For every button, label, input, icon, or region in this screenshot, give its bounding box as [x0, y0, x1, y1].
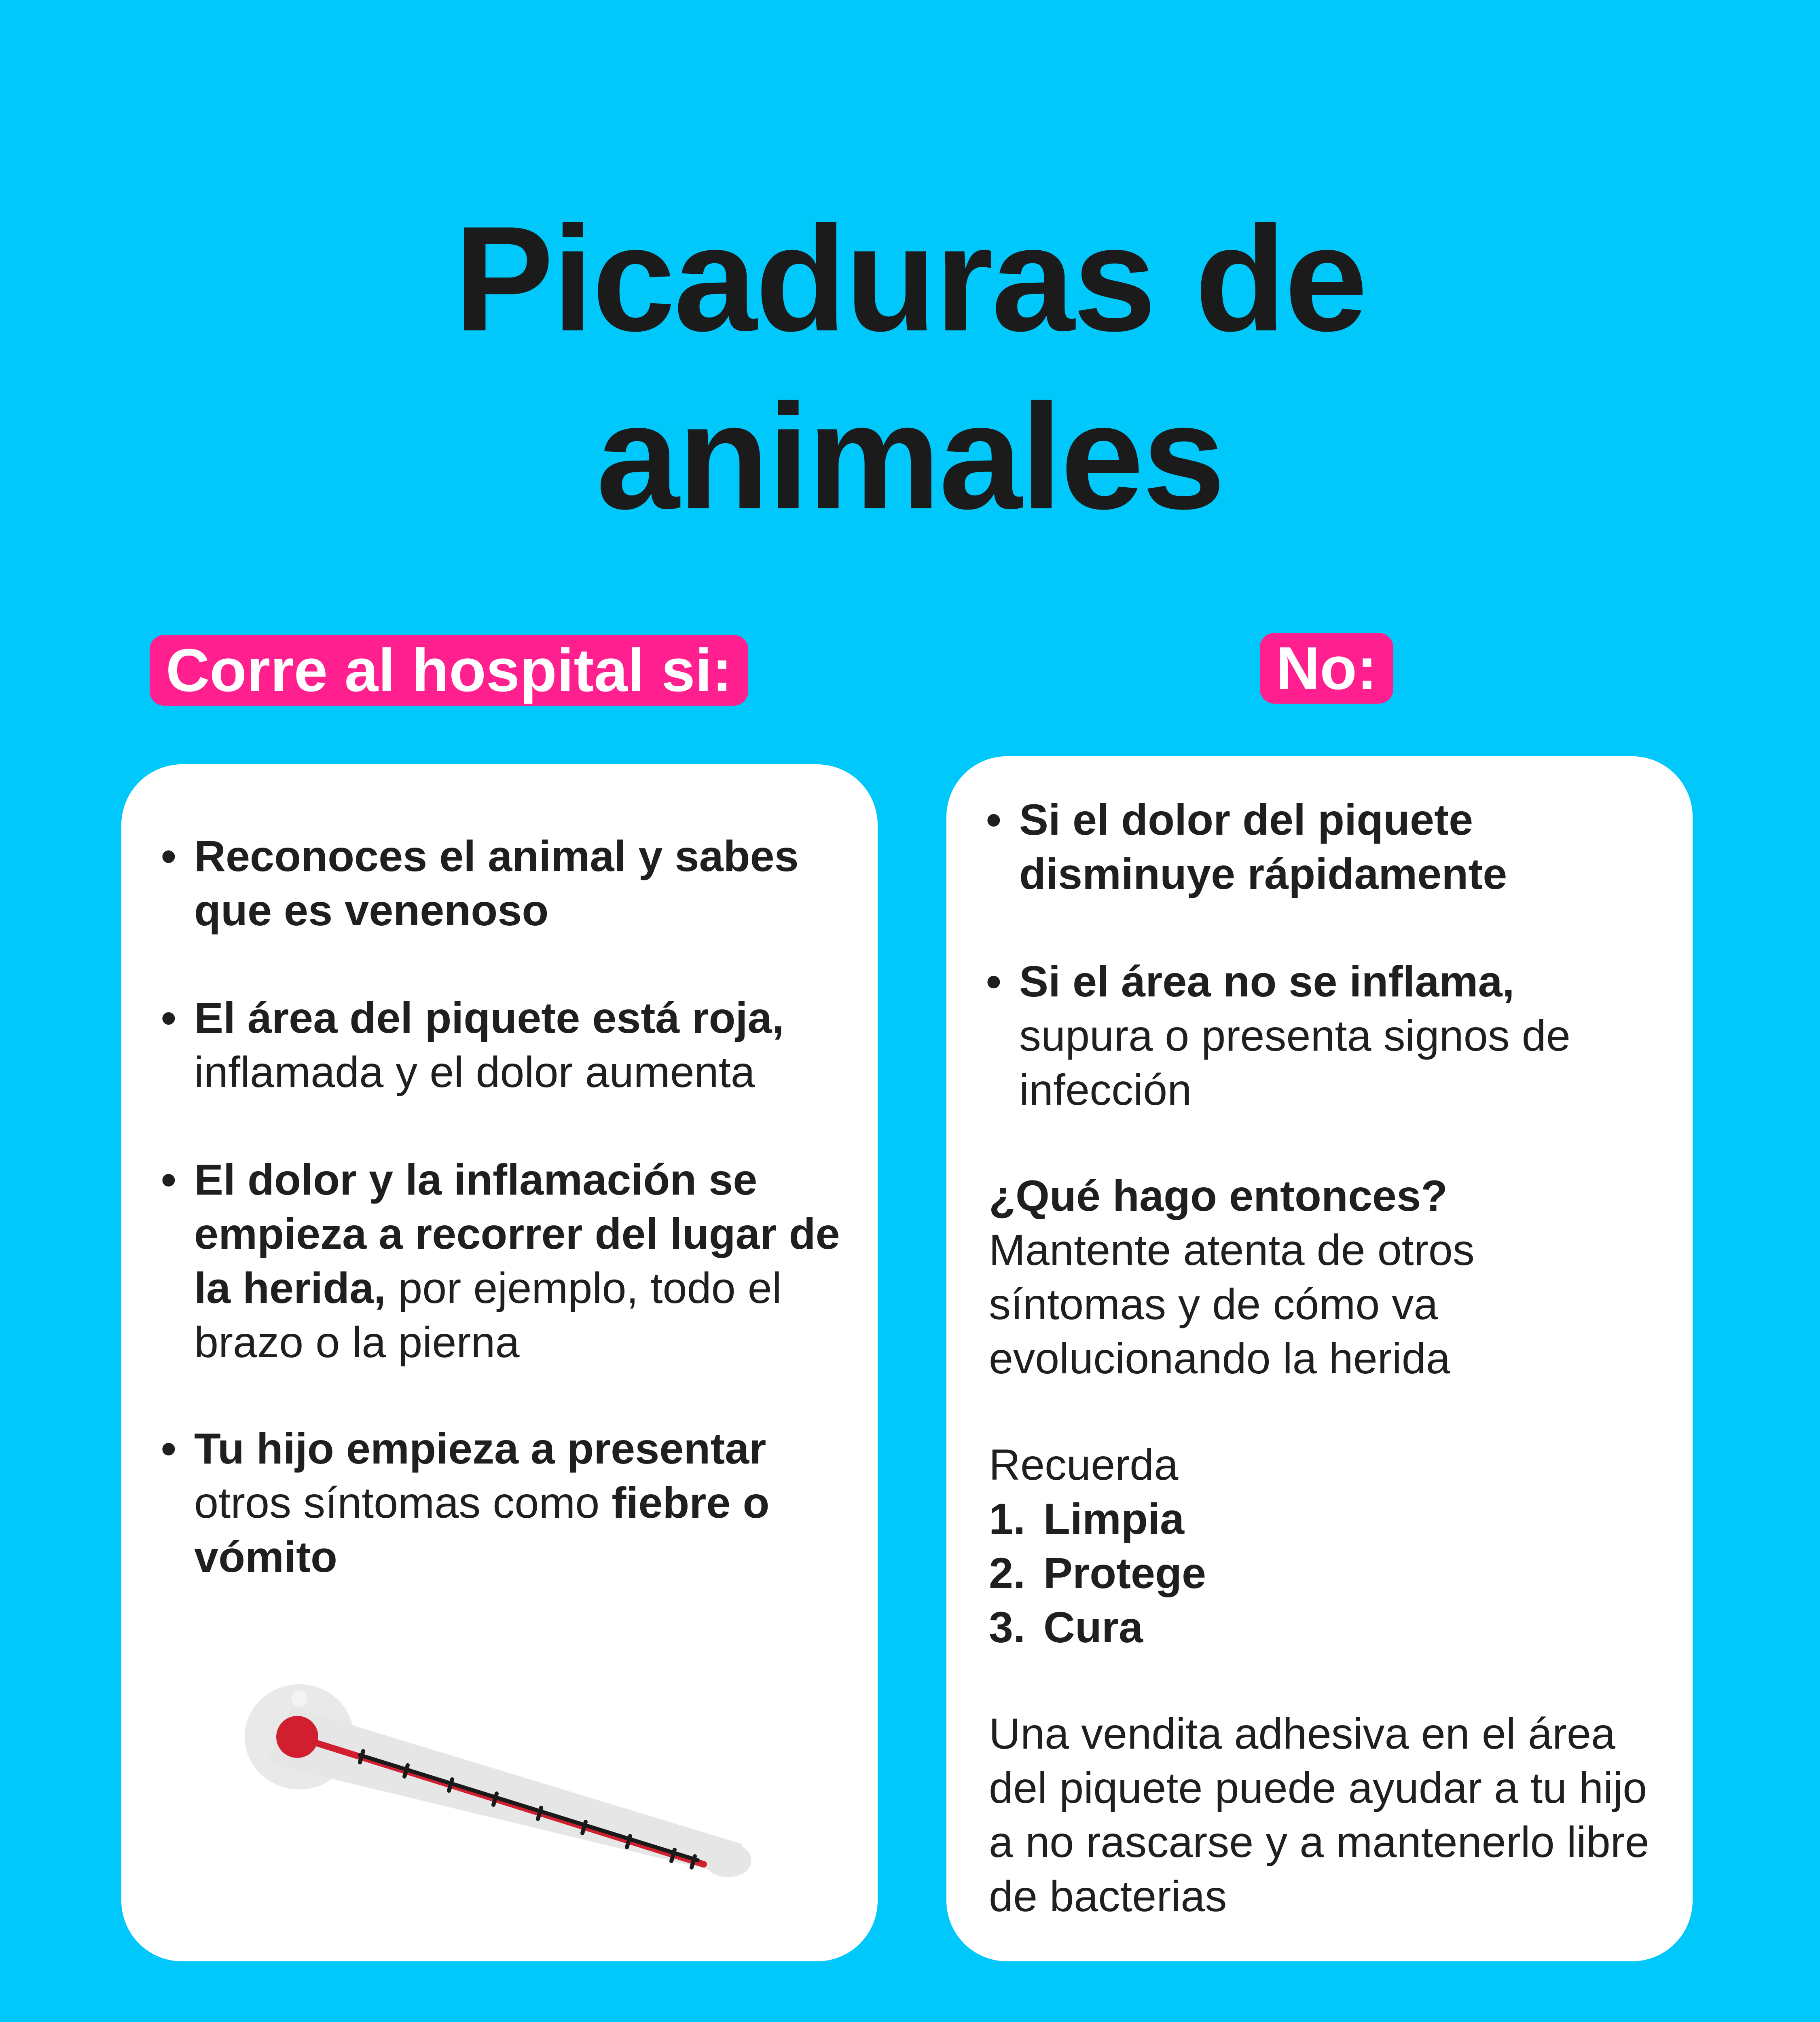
hospital-item-4-bold2: fiebre o vómito [194, 1478, 770, 1581]
bullet: • [161, 1424, 176, 1473]
step-text: Protege [1043, 1548, 1206, 1597]
page-title [0, 190, 1820, 546]
hospital-item-3-text: por ejemplo, todo el brazo o la pierna [194, 1263, 782, 1366]
remember-step-3 [989, 1600, 1620, 1654]
hospital-heading: Corre al hospital si: [150, 635, 748, 706]
remember-step-2 [989, 1546, 1620, 1600]
bullet: • [161, 1155, 176, 1204]
hospital-item-2-text: inflamada y el dolor aumenta [194, 1047, 755, 1096]
bullet: • [986, 795, 1001, 844]
bullet: • [161, 993, 176, 1042]
title-line-2: animales [596, 373, 1224, 540]
bullet: • [161, 831, 176, 880]
no-item-1-bold: Si el dolor del piquete disminuye rápidamente [1019, 795, 1507, 898]
step-number: 2. [989, 1548, 1026, 1597]
step-number: 3. [989, 1603, 1026, 1652]
no-item-2 [986, 954, 1658, 1117]
no-heading: No: [1260, 633, 1393, 704]
closing-text: Una vendita adhesiva en el área del piquete puede ayudar a tu hijo a no rascarse y a mantenerlo libre de bacterias [989, 1709, 1649, 1920]
remember-label: Recuerda [989, 1440, 1179, 1489]
step-text: Limpia [1043, 1494, 1185, 1543]
hospital-item-4 [161, 1421, 849, 1584]
step-text: Cura [1043, 1603, 1143, 1652]
remember-block [989, 1438, 1620, 1654]
bullet: • [986, 957, 1001, 1006]
hospital-item-2-bold: El área del piquete está roja, [194, 993, 784, 1042]
no-item-2-text: supura o presenta signos de infección [1019, 1011, 1570, 1114]
hospital-item-3-bold: El dolor y la inflamación se empieza a recorrer del lugar de la herida, [194, 1155, 840, 1312]
step-number: 1. [989, 1494, 1026, 1543]
hospital-item-4-bold: Tu hijo empieza a presentar [194, 1424, 766, 1473]
title-line-1: Picaduras de [454, 195, 1366, 362]
question-text: Mantente atenta de otros síntomas y de cómo va evolucionando la herida [989, 1225, 1475, 1383]
hospital-item-1 [161, 829, 849, 937]
thermometer-icon [243, 1682, 752, 1901]
no-item-1 [986, 793, 1646, 901]
no-card [946, 756, 1693, 1961]
remember-step-1 [989, 1492, 1620, 1546]
hospital-item-2 [161, 991, 849, 1099]
no-item-2-bold: Si el área no se inflama, [1019, 957, 1515, 1006]
hospital-item-1-bold: Reconoces el animal y sabes que es venenoso [194, 831, 799, 935]
hospital-item-4-text: otros síntomas como [194, 1478, 612, 1527]
hospital-item-3 [161, 1153, 841, 1369]
question-block [989, 1169, 1620, 1385]
question-title: ¿Qué hago entonces? [989, 1171, 1448, 1220]
